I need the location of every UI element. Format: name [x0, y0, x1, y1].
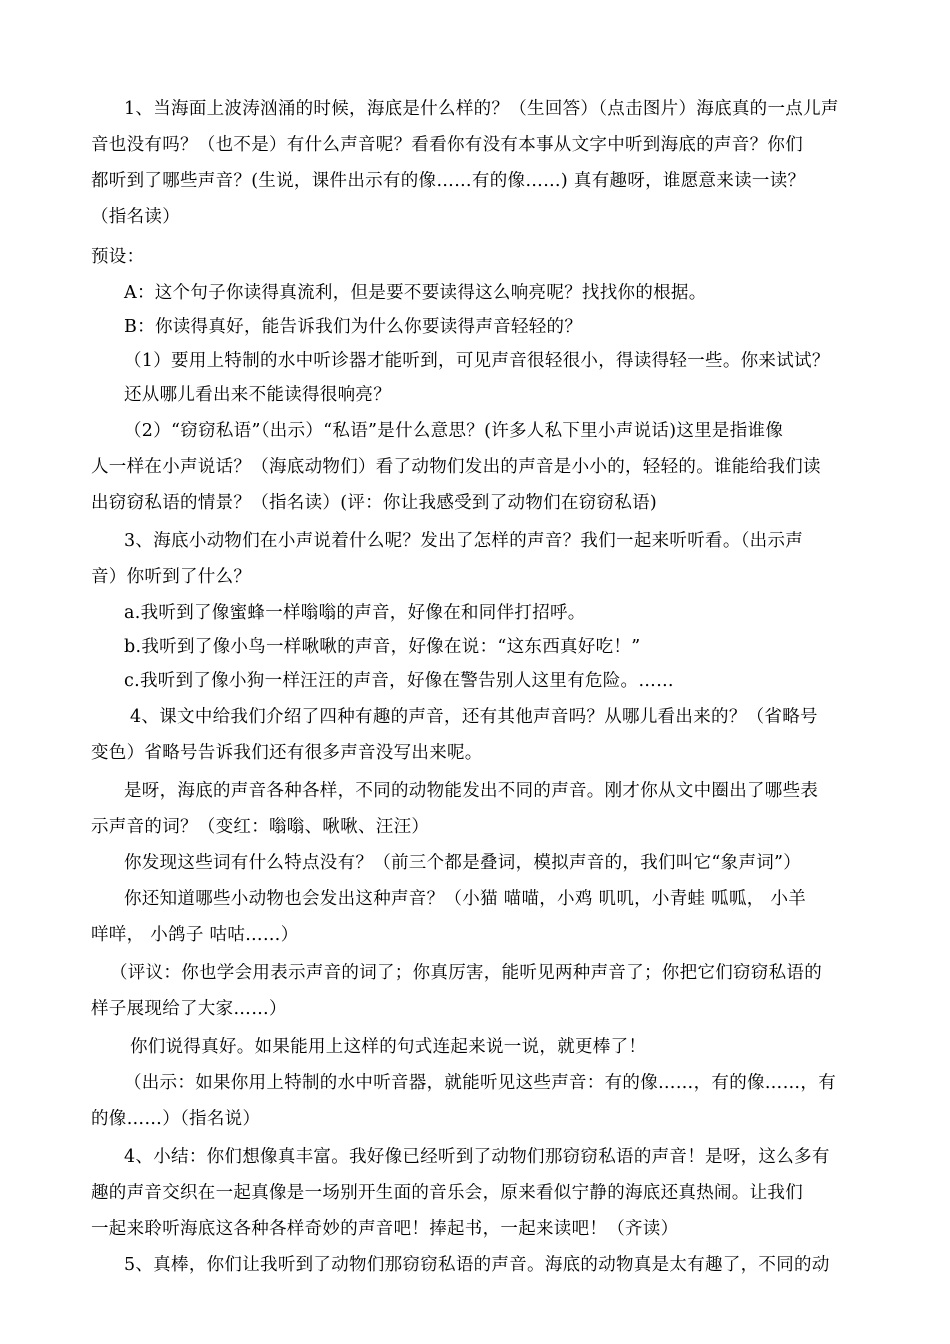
text-line: c.我听到了像小狗一样汪汪的声音，好像在警告别人这里有危险。……: [124, 671, 674, 691]
text-line: 你们说得真好。如果能用上这样的句式连起来说一说，就更棒了！: [130, 1037, 647, 1057]
text-line: （1）要用上特制的水中听诊器才能听到，可见声音很轻很小，得读得轻一些。你来试试？: [124, 351, 830, 371]
text-line: b.我听到了像小鸟一样啾啾的声音，好像在说：“这东西真好吃！”: [124, 637, 641, 657]
text-line: 你还知道哪些小动物也会发出这种声音？（小猫 喵喵，小鸡 叽叽，小青蛙 呱呱， 小羊: [124, 889, 807, 909]
text-line: 示声音的词？（变红：嗡嗡、啾啾、汪汪）: [91, 817, 430, 837]
text-line: 样子展现给了大家……）: [91, 999, 287, 1019]
text-line: 的像……）（指名说）: [91, 1109, 261, 1129]
text-line: 都听到了哪些声音？(生说，课件出示有的像……有的像……) 真有趣呀，谁愿意来读一读？: [91, 171, 806, 191]
text-line: 趣的声音交织在一起真像是一场别开生面的音乐会，原来看似宁静的海底还真热闹。让我们: [91, 1183, 803, 1203]
text-line: 5、真棒，你们让我听到了动物们那窃窃私语的声音。海底的动物真是太有趣了，不同的动: [124, 1255, 830, 1275]
text-line: 你发现这些词有什么特点没有？（前三个都是叠词，模拟声音的，我们叫它“象声词”）: [124, 853, 802, 873]
text-line: B：你读得真好，能告诉我们为什么你要读得声音轻轻的？: [124, 317, 583, 337]
text-line: （评议：你也学会用表示声音的词了；你真厉害，能听见两种声音了；你把它们窃窃私语的: [110, 963, 822, 983]
text-line: 还从哪儿看出来不能读得很响亮？: [124, 385, 391, 405]
text-line: A：这个句子你读得真流利，但是要不要读得这么响亮呢？找找你的根据。: [124, 283, 707, 303]
text-line: 咩咩， 小鸽子 咕咕……）: [91, 925, 299, 945]
text-line: （出示：如果你用上特制的水中听音器，就能听见这些声音：有的像……，有的像……，有: [124, 1073, 836, 1093]
text-line: 音也没有吗？（也不是）有什么声音呢？看看你有没有本事从文字中听到海底的声音？你们: [91, 135, 803, 155]
text-line: 出窃窃私语的情景？（指名读）(评：你让我感受到了动物们在窃窃私语): [91, 493, 658, 513]
text-line: 是呀，海底的声音各种各样，不同的动物能发出不同的声音。刚才你从文中圈出了哪些表: [124, 781, 819, 801]
text-line: 4、课文中给我们介绍了四种有趣的声音，还有其他声音吗？从哪儿看出来的？（省略号: [130, 707, 818, 727]
text-line: 人一样在小声说话？（海底动物们）看了动物们发出的声音是小小的，轻轻的。谁能给我们读: [91, 457, 821, 477]
text-line: （2）“窃窃私语”（出示）“私语”是什么意思？(许多人私下里小声说话)这里是指谁像: [124, 421, 784, 441]
text-line: 变色）省略号告诉我们还有很多声音没写出来呢。: [91, 743, 483, 763]
text-line: 音）你听到了什么？: [91, 567, 252, 587]
text-line: 3、海底小动物们在小声说着什么呢？发出了怎样的声音？我们一起来听听看。（出示声: [124, 531, 804, 551]
text-line: 1、当海面上波涛汹涌的时候，海底是什么样的？（生回答）（点击图片）海底真的一点儿声: [124, 99, 839, 119]
text-line: a.我听到了像蜜蜂一样嗡嗡的声音，好像在和同伴打招呼。: [124, 603, 586, 623]
text-line: 预设：: [91, 247, 145, 267]
text-line: 一起来聆听海底这各种各样奇妙的声音吧！捧起书，一起来读吧！（齐读）: [91, 1219, 679, 1239]
text-line: 4、小结：你们想像真丰富。我好像已经听到了动物们那窃窃私语的声音！是呀，这么多有: [124, 1147, 830, 1167]
text-line: （指名读）: [91, 207, 180, 227]
